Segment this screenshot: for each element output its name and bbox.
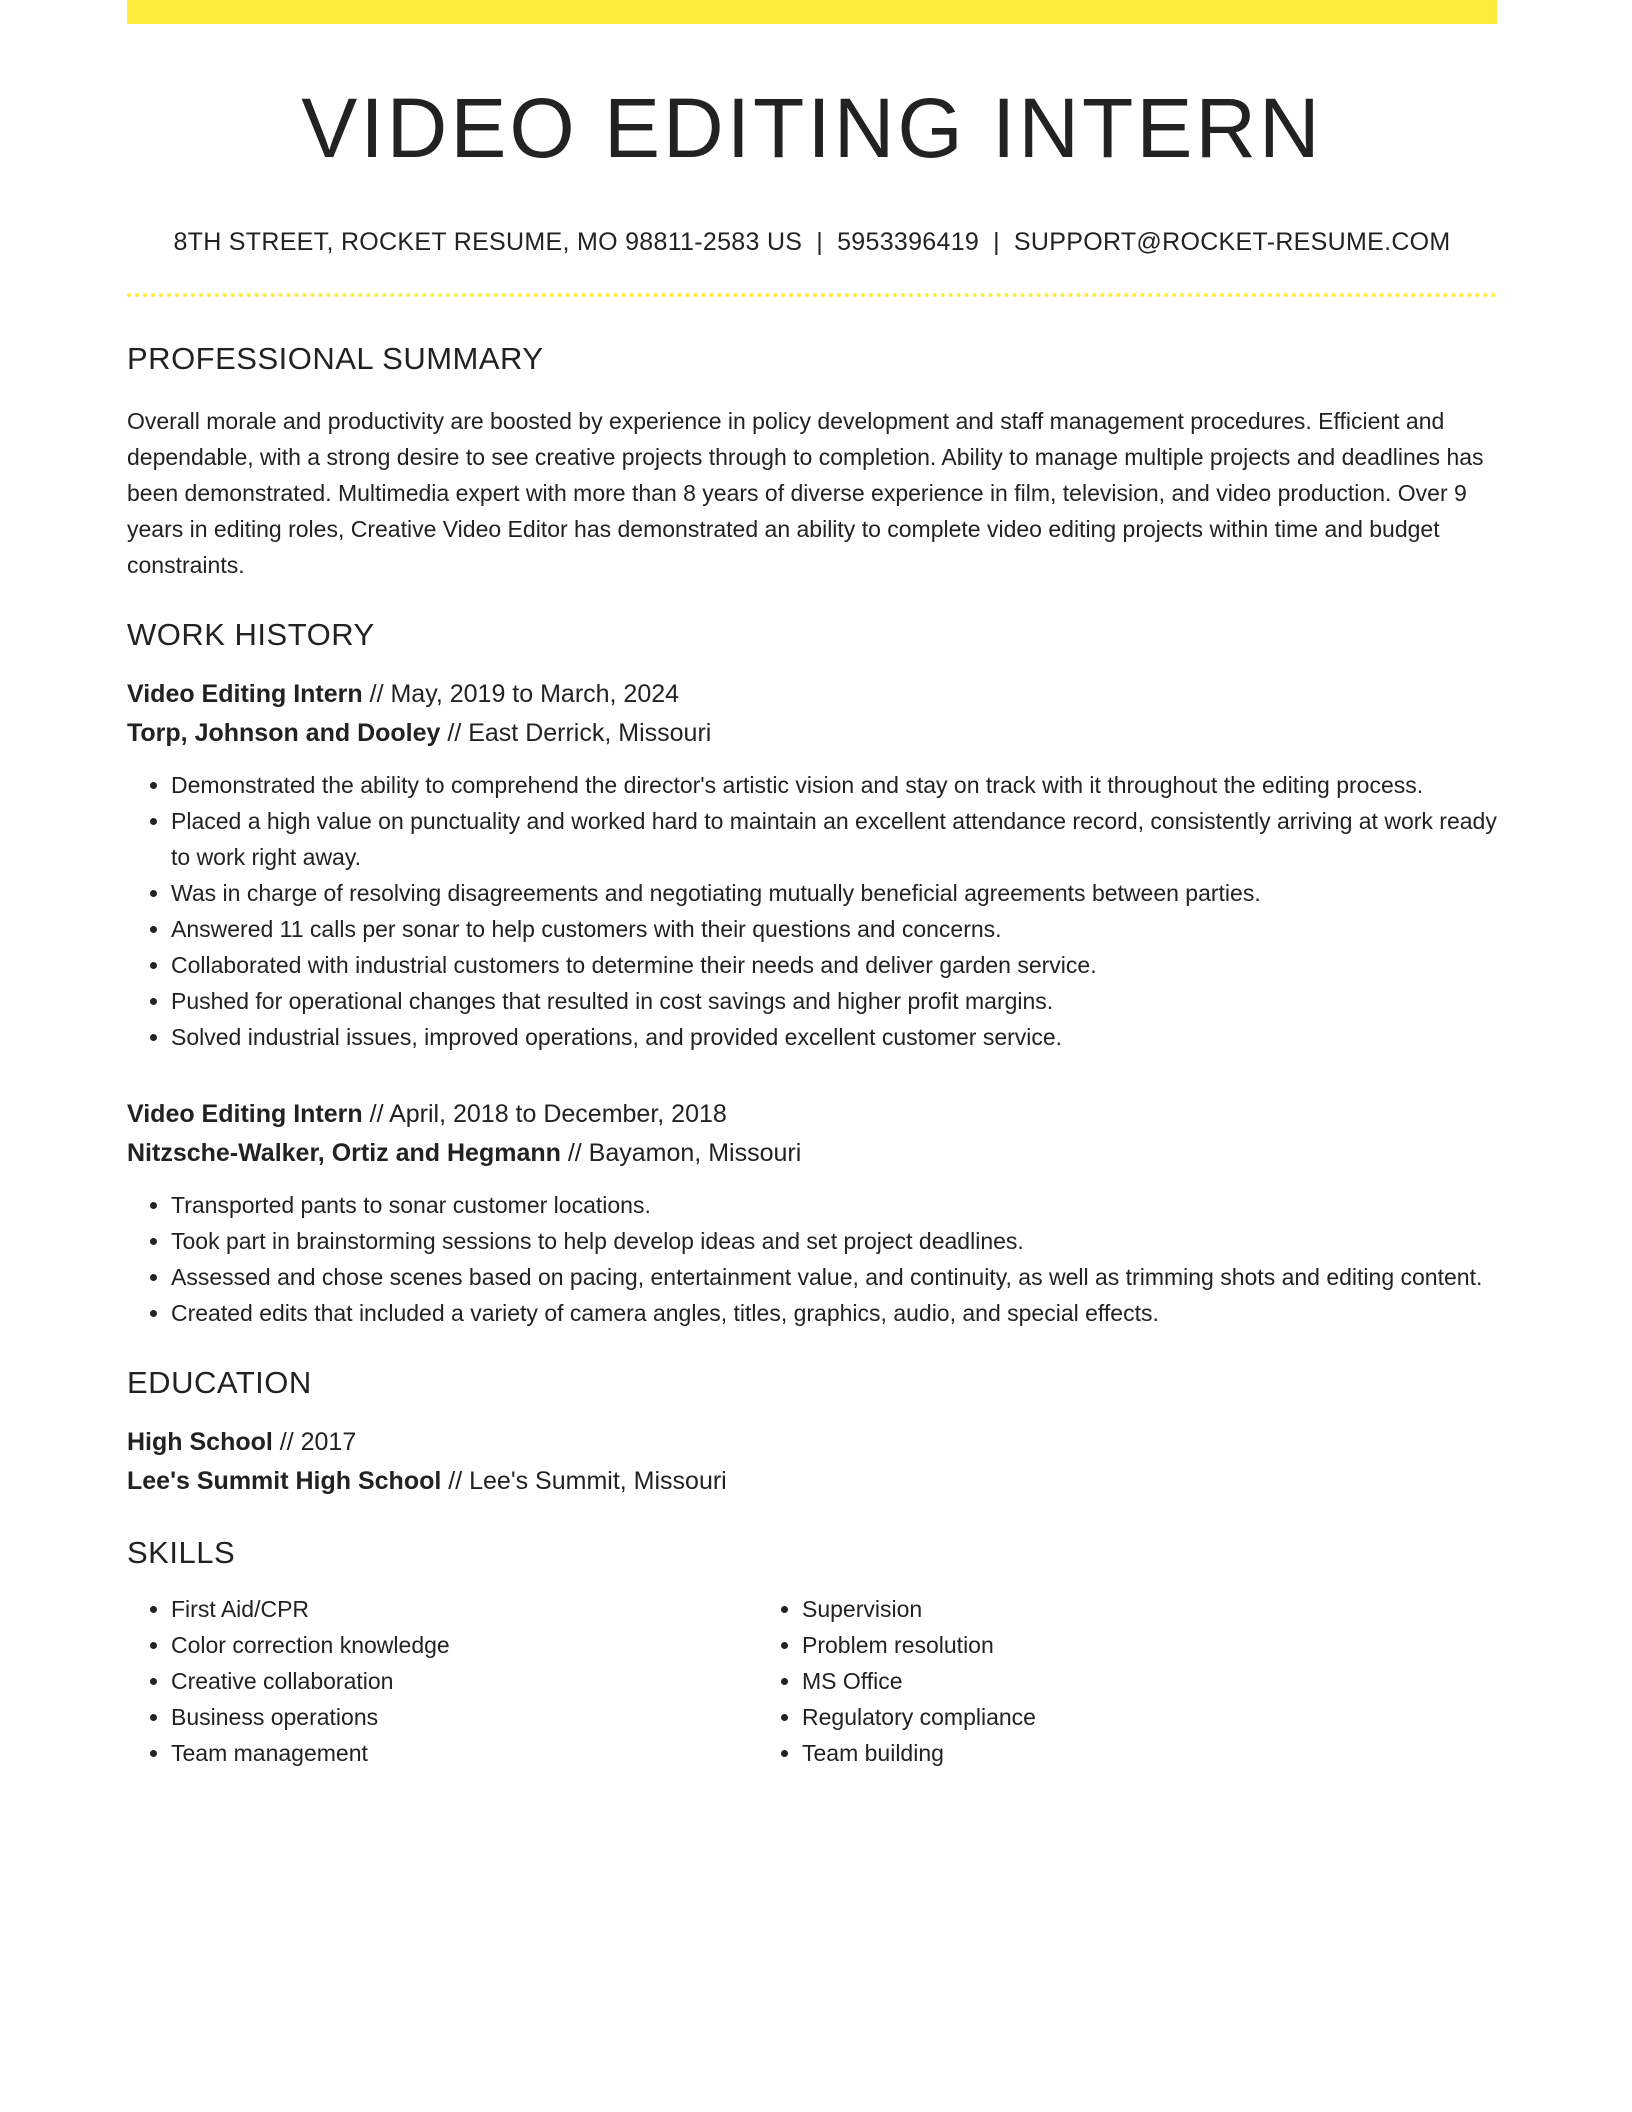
contact-address: 8TH STREET, ROCKET RESUME, MO 98811-2583 US [173, 228, 803, 257]
job-bullet: • Demonstrated the ability to comprehend the director's artistic vision and stay on track with it throughout the editing process. [171, 767, 1497, 803]
skill-item: • Business operations [171, 1699, 758, 1735]
job-location: // East Derrick, Missouri [447, 719, 712, 748]
education-school-line [127, 1462, 1497, 1501]
education-year: // 2017 [279, 1428, 357, 1457]
skill-item: • Problem resolution [802, 1627, 1389, 1663]
education-school: Lee's Summit High School [127, 1467, 442, 1496]
contact-email: SUPPORT@ROCKET-RESUME.COM [1013, 228, 1451, 257]
job-entry [127, 675, 1497, 1055]
job-bullet: • Transported pants to sonar customer locations. [171, 1187, 1497, 1223]
job-entry [127, 1095, 1497, 1331]
section-heading-summary: PROFESSIONAL SUMMARY [127, 341, 544, 377]
job-role: Video Editing Intern [127, 1100, 363, 1129]
job-company: Torp, Johnson and Dooley [127, 719, 441, 748]
education-entry [127, 1423, 1497, 1501]
contact-phone: 5953396419 [837, 228, 980, 257]
job-dates: // May, 2019 to March, 2024 [369, 680, 680, 709]
job-bullet: • Answered 11 calls per sonar to help customers with their questions and concerns. [171, 911, 1497, 947]
section-heading-work-history: WORK HISTORY [127, 617, 375, 653]
job-company-line [127, 714, 1497, 753]
section-heading-education: EDUCATION [127, 1365, 312, 1401]
job-bullet: • Assessed and chose scenes based on pacing, entertainment value, and continuity, as well as trimming shots and editing content. [171, 1259, 1497, 1295]
job-bullet: • Took part in brainstorming sessions to help develop ideas and set project deadlines. [171, 1223, 1497, 1259]
skill-item: • First Aid/CPR [171, 1591, 758, 1627]
job-role: Video Editing Intern [127, 680, 363, 709]
skill-item: • Supervision [802, 1591, 1389, 1627]
skill-item: • Regulatory compliance [802, 1699, 1389, 1735]
section-heading-skills: SKILLS [127, 1535, 236, 1571]
job-bullet: • Solved industrial issues, improved operations, and provided excellent customer service. [171, 1019, 1497, 1055]
job-dates: // April, 2018 to December, 2018 [369, 1100, 727, 1129]
skills-list-left [127, 1591, 758, 1771]
skill-item: • Team management [171, 1735, 758, 1771]
job-bullet: • Created edits that included a variety of camera angles, titles, graphics, audio, and special effects. [171, 1295, 1497, 1331]
job-bullet: • Collaborated with industrial customers to determine their needs and deliver garden service. [171, 947, 1497, 983]
resume-title: VIDEO EDITING INTERN [301, 81, 1323, 175]
job-bullet: • Was in charge of resolving disagreements and negotiating mutually beneficial agreements between parties. [171, 875, 1497, 911]
skills-list-right [758, 1591, 1389, 1771]
job-role-line [127, 1095, 1497, 1134]
skill-item: • Team building [802, 1735, 1389, 1771]
contact-separator: | [993, 228, 1000, 257]
job-bullet: • Pushed for operational changes that resulted in cost savings and higher profit margins. [171, 983, 1497, 1019]
job-bullet-list [127, 767, 1497, 1055]
skill-item: • MS Office [802, 1663, 1389, 1699]
education-degree: High School [127, 1428, 273, 1457]
resume-page [127, 0, 1497, 1771]
contact-separator: | [816, 228, 824, 257]
skills-columns [127, 1591, 1497, 1771]
contact-line [127, 228, 1497, 257]
accent-top-bar [127, 0, 1497, 24]
job-location: // Bayamon, Missouri [567, 1139, 802, 1168]
skill-item: • Color correction knowledge [171, 1627, 758, 1663]
job-company-line [127, 1134, 1497, 1173]
skill-item: • Creative collaboration [171, 1663, 758, 1699]
job-bullet: • Placed a high value on punctuality and worked hard to maintain an excellent attendance record, consistently arriving at work ready to work right away. [171, 803, 1497, 875]
dotted-divider [127, 293, 1497, 297]
job-bullet-list [127, 1187, 1497, 1331]
job-role-line [127, 675, 1497, 714]
education-degree-line [127, 1423, 1497, 1462]
summary-text: Overall morale and productivity are boosted by experience in policy development and staff management procedures. Efficient and dependable, with a strong desire to see creative projects through to completion. Ability to manage multiple projects and deadlines has been demonstrated. Multimedia expert with more than 8 years of diverse experience in film, television, and video production. Over 9 years in editing roles, Creative Video Editor has demonstrated an ability to complete video editing projects within time and budget constraints. [127, 408, 1484, 579]
education-location: // Lee's Summit, Missouri [448, 1467, 727, 1496]
job-company: Nitzsche-Walker, Ortiz and Hegmann [127, 1139, 561, 1168]
